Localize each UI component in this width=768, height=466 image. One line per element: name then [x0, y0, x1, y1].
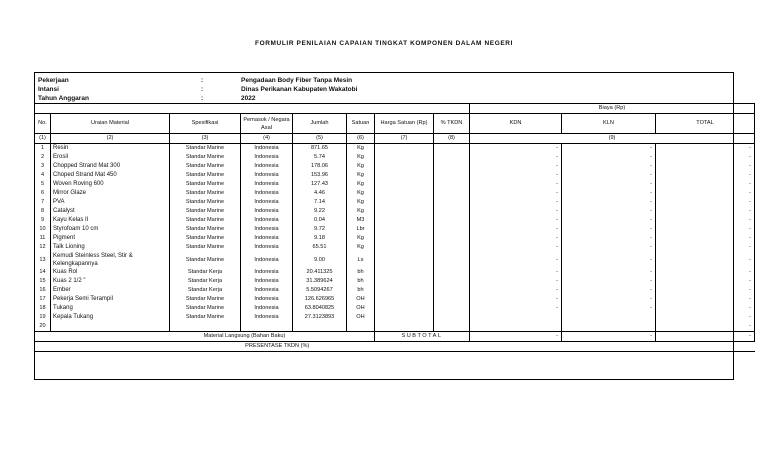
material-name: Tukang — [51, 304, 170, 313]
origin-country: Indonesia — [241, 304, 293, 313]
info-row-tahun — [38, 94, 438, 103]
subtotal-row — [35, 332, 755, 342]
total-cost: - — [656, 216, 755, 225]
specification: Standar Marine — [170, 198, 241, 207]
specification: Standar Marine — [170, 234, 241, 243]
origin-country: Indonesia — [241, 162, 293, 171]
unit: M3 — [347, 216, 375, 225]
unit: Kg — [347, 234, 375, 243]
unit: Kg — [347, 198, 375, 207]
header-no: No. — [35, 114, 51, 134]
kdn-cost: - — [470, 277, 562, 286]
material-name: Pekerja Semi Terampil — [51, 295, 170, 304]
unit-price — [375, 189, 434, 198]
total-cost: - — [656, 304, 755, 313]
origin-country: Indonesia — [241, 234, 293, 243]
info-label: Pekerjaan — [38, 77, 69, 84]
origin-country: Indonesia — [241, 216, 293, 225]
unit-price — [375, 295, 434, 304]
quantity — [293, 322, 347, 332]
info-colon: : — [201, 95, 204, 102]
row-number: 7 — [35, 198, 51, 207]
project-info — [38, 76, 438, 103]
kdn-cost: - — [470, 304, 562, 313]
origin-country: Indonesia — [241, 295, 293, 304]
tkdn-percent — [434, 171, 470, 180]
origin-country: Indonesia — [241, 207, 293, 216]
table-row — [35, 243, 755, 252]
table-row — [35, 295, 755, 304]
kln-cost: - — [562, 144, 656, 154]
origin-country: Indonesia — [241, 198, 293, 207]
unit: bh — [347, 277, 375, 286]
col-number: (6) — [347, 134, 375, 144]
unit-price — [375, 268, 434, 277]
unit: OH — [347, 313, 375, 322]
quantity: 9.00 — [293, 252, 347, 268]
header-satuan: Satuan — [347, 114, 375, 134]
kdn-cost: - — [470, 252, 562, 268]
tkdn-percent — [434, 180, 470, 189]
quantity: 9.72 — [293, 225, 347, 234]
col-number: (8) — [434, 134, 470, 144]
table-row — [35, 234, 755, 243]
total-cost: - — [656, 162, 755, 171]
kdn-cost: - — [470, 216, 562, 225]
origin-country: Indonesia — [241, 180, 293, 189]
quantity: 4.46 — [293, 189, 347, 198]
origin-country: Indonesia — [241, 252, 293, 268]
row-number: 15 — [35, 277, 51, 286]
header-row-2 — [35, 114, 755, 134]
subtotal-label: SUBTOTAL — [375, 332, 470, 342]
kln-cost — [562, 322, 656, 332]
unit: Kg — [347, 207, 375, 216]
kdn-cost: - — [470, 153, 562, 162]
row-number: 13 — [35, 252, 51, 268]
material-name: Resin — [51, 144, 170, 154]
header-pemasok: Pemasok / Negara Asal — [241, 114, 293, 134]
quantity: 31.389624 — [293, 277, 347, 286]
table-row — [35, 322, 755, 332]
total-cost: - — [656, 286, 755, 295]
info-value: Pengadaan Body Fiber Tanpa Mesin — [241, 77, 353, 84]
tkdn-percent — [434, 322, 470, 332]
unit-price — [375, 286, 434, 295]
quantity: 9.22 — [293, 207, 347, 216]
kln-cost: - — [562, 252, 656, 268]
row-number: 16 — [35, 286, 51, 295]
material-name: Woven Roving 600 — [51, 180, 170, 189]
info-value: Dinas Perikanan Kabupaten Wakatobi — [241, 86, 358, 93]
tkdn-percent — [434, 277, 470, 286]
row-number: 6 — [35, 189, 51, 198]
tkdn-percent — [434, 252, 470, 268]
quantity: 5.74 — [293, 153, 347, 162]
subtotal-total: - — [656, 332, 755, 342]
col-number: (5) — [293, 134, 347, 144]
row-number: 12 — [35, 243, 51, 252]
material-name: Chopped Strand Mat 300 — [51, 162, 170, 171]
header-kln: KLN — [562, 114, 656, 134]
quantity: 127.43 — [293, 180, 347, 189]
form-title: FORMULIR PENILAIAN CAPAIAN TINGKAT KOMPONEN DALAM NEGERI — [255, 40, 513, 47]
row-number: 8 — [35, 207, 51, 216]
table-row — [35, 252, 755, 268]
unit-price — [375, 243, 434, 252]
table-row — [35, 153, 755, 162]
table-row — [35, 180, 755, 189]
info-label: Intansi — [38, 86, 59, 93]
origin-country — [241, 322, 293, 332]
origin-country: Indonesia — [241, 268, 293, 277]
total-cost: - — [656, 180, 755, 189]
table-row — [35, 277, 755, 286]
origin-country: Indonesia — [241, 225, 293, 234]
origin-country: Indonesia — [241, 243, 293, 252]
kdn-cost: - — [470, 207, 562, 216]
quantity: 5.5094267 — [293, 286, 347, 295]
kdn-cost: - — [470, 295, 562, 304]
specification: Standar Marine — [170, 171, 241, 180]
unit-price — [375, 180, 434, 189]
specification: Standar Marine — [170, 216, 241, 225]
row-number: 9 — [35, 216, 51, 225]
material-name: Mirror Glaze — [51, 189, 170, 198]
header-uraian: Uraian Material — [51, 114, 170, 134]
kdn-cost: - — [470, 162, 562, 171]
unit-price — [375, 162, 434, 171]
total-cost: - — [656, 313, 755, 322]
header-kdn: KDN — [470, 114, 562, 134]
kln-cost: - — [562, 234, 656, 243]
kdn-cost: - — [470, 268, 562, 277]
unit-price — [375, 225, 434, 234]
info-label: Tahun Anggaran — [38, 95, 89, 102]
material-name: Kayu Kelas II — [51, 216, 170, 225]
kln-cost: - — [562, 153, 656, 162]
header-jumlah: Jumlah — [293, 114, 347, 134]
tkdn-table — [34, 103, 755, 352]
kln-cost: - — [562, 162, 656, 171]
kln-cost: - — [562, 207, 656, 216]
table-row — [35, 313, 755, 322]
tkdn-percent — [434, 234, 470, 243]
material-name: Styrofoam 10 cm — [51, 225, 170, 234]
unit: Kg — [347, 162, 375, 171]
specification: Standar Marine — [170, 153, 241, 162]
unit: Kg — [347, 243, 375, 252]
kln-cost: - — [562, 225, 656, 234]
material-langsung-label: Material Langsung (Bahan Baku) — [35, 332, 375, 342]
material-name: Choped Strand Mat 450 — [51, 171, 170, 180]
material-name: Pigment — [51, 234, 170, 243]
material-rows — [35, 144, 755, 332]
row-number: 5 — [35, 180, 51, 189]
specification: Standar Marine — [170, 252, 241, 268]
row-number: 17 — [35, 295, 51, 304]
origin-country: Indonesia — [241, 144, 293, 154]
kdn-cost: - — [470, 180, 562, 189]
header-spesifikasi: Spesifikasi — [170, 114, 241, 134]
material-name: Erosil — [51, 153, 170, 162]
material-name: Talk Lioning — [51, 243, 170, 252]
kln-cost: - — [562, 189, 656, 198]
header-row-1 — [35, 104, 755, 114]
kln-cost — [562, 313, 656, 322]
quantity: 63.8040825 — [293, 304, 347, 313]
row-number: 11 — [35, 234, 51, 243]
col-number: (2) — [51, 134, 170, 144]
total-cost: - — [656, 322, 755, 332]
origin-country: Indonesia — [241, 277, 293, 286]
origin-country: Indonesia — [241, 189, 293, 198]
unit: Kg — [347, 171, 375, 180]
total-cost: - — [656, 252, 755, 268]
col-number: (1) — [35, 134, 51, 144]
row-number: 1 — [35, 144, 51, 154]
table-row — [35, 198, 755, 207]
kdn-cost — [470, 313, 562, 322]
specification: Standar Marine — [170, 189, 241, 198]
total-cost: - — [656, 189, 755, 198]
info-colon: : — [201, 77, 204, 84]
total-cost: - — [656, 268, 755, 277]
subtotal-kln: - — [562, 332, 656, 342]
unit-price — [375, 198, 434, 207]
specification — [170, 322, 241, 332]
quantity: 65.51 — [293, 243, 347, 252]
specification: Standar Marine — [170, 313, 241, 322]
quantity: 126.626965 — [293, 295, 347, 304]
tkdn-percent — [434, 144, 470, 154]
kdn-cost: - — [470, 171, 562, 180]
specification: Standar Kerja — [170, 277, 241, 286]
table-row — [35, 189, 755, 198]
kln-cost: - — [562, 198, 656, 207]
unit: bh — [347, 286, 375, 295]
unit-price — [375, 144, 434, 154]
specification: Standar Marine — [170, 295, 241, 304]
tkdn-percent — [434, 268, 470, 277]
kdn-cost: - — [470, 225, 562, 234]
presentase-row — [35, 342, 755, 352]
kln-cost: - — [562, 304, 656, 313]
kln-cost: - — [562, 268, 656, 277]
unit-price — [375, 277, 434, 286]
table-row — [35, 268, 755, 277]
total-cost: - — [656, 207, 755, 216]
tkdn-percent — [434, 207, 470, 216]
material-name: Catalyst — [51, 207, 170, 216]
quantity: 178.06 — [293, 162, 347, 171]
table-row — [35, 216, 755, 225]
specification: Standar Marine — [170, 304, 241, 313]
header-total: TOTAL — [656, 114, 755, 134]
quantity: 871.65 — [293, 144, 347, 154]
quantity: 7.14 — [293, 198, 347, 207]
quantity: 27.3123893 — [293, 313, 347, 322]
tkdn-percent — [434, 225, 470, 234]
col-number: (3) — [170, 134, 241, 144]
unit: bh — [347, 268, 375, 277]
kdn-cost: - — [470, 286, 562, 295]
tkdn-percent — [434, 313, 470, 322]
header-harga: Harga Satuan (Rp) — [375, 114, 434, 134]
tkdn-percent — [434, 153, 470, 162]
quantity: 20.411325 — [293, 268, 347, 277]
table-row — [35, 207, 755, 216]
specification: Standar Kerja — [170, 286, 241, 295]
origin-country: Indonesia — [241, 153, 293, 162]
specification: Standar Marine — [170, 207, 241, 216]
quantity: 9.18 — [293, 234, 347, 243]
kdn-cost: - — [470, 189, 562, 198]
tkdn-percent — [434, 198, 470, 207]
unit: Ls — [347, 252, 375, 268]
table-row — [35, 225, 755, 234]
unit-price — [375, 304, 434, 313]
kln-cost: - — [562, 286, 656, 295]
info-value: 2022 — [241, 95, 256, 102]
quantity: 0.04 — [293, 216, 347, 225]
row-number: 4 — [35, 171, 51, 180]
total-cost: - — [656, 234, 755, 243]
info-row-intansi — [38, 85, 438, 94]
kln-cost: - — [562, 171, 656, 180]
unit-price — [375, 234, 434, 243]
tkdn-percent — [434, 216, 470, 225]
column-number-row — [35, 134, 755, 144]
unit: Kg — [347, 180, 375, 189]
table-row — [35, 162, 755, 171]
total-cost: - — [656, 198, 755, 207]
kln-cost: - — [562, 180, 656, 189]
unit: OH — [347, 304, 375, 313]
kdn-cost: - — [470, 198, 562, 207]
tkdn-percent — [434, 162, 470, 171]
unit: Lbr — [347, 225, 375, 234]
total-cost: - — [656, 225, 755, 234]
origin-country: Indonesia — [241, 171, 293, 180]
kln-cost: - — [562, 295, 656, 304]
unit-price — [375, 322, 434, 332]
tkdn-percent — [434, 304, 470, 313]
tkdn-percent — [434, 295, 470, 304]
unit: Kg — [347, 144, 375, 154]
row-number: 14 — [35, 268, 51, 277]
material-name: Kepala Tukang — [51, 313, 170, 322]
unit-price — [375, 216, 434, 225]
specification: Standar Marine — [170, 144, 241, 154]
kln-cost: - — [562, 216, 656, 225]
total-cost: - — [656, 144, 755, 154]
info-row-pekerjaan — [38, 76, 438, 85]
unit: Kg — [347, 153, 375, 162]
table-row — [35, 171, 755, 180]
specification: Standar Marine — [170, 243, 241, 252]
presentase-label: PRESENTASE TKDN (%) — [35, 342, 470, 352]
kdn-cost: - — [470, 234, 562, 243]
tkdn-percent — [434, 243, 470, 252]
specification: Standar Kerja — [170, 268, 241, 277]
table-row — [35, 304, 755, 313]
material-name: PVA — [51, 198, 170, 207]
unit-price — [375, 171, 434, 180]
unit-price — [375, 207, 434, 216]
quantity: 153.96 — [293, 171, 347, 180]
table-row — [35, 286, 755, 295]
unit — [347, 322, 375, 332]
total-cost: - — [656, 171, 755, 180]
col-number: (4) — [241, 134, 293, 144]
row-number: 2 — [35, 153, 51, 162]
header-tkdn: % TKDN — [434, 114, 470, 134]
total-cost: - — [656, 243, 755, 252]
material-name — [51, 322, 170, 332]
row-number: 20 — [35, 322, 51, 332]
material-name: Kemudi Steinless Steel, Stir & Kelengkapannya — [51, 252, 170, 268]
unit: Kg — [347, 189, 375, 198]
table-row — [35, 144, 755, 154]
material-name: Kuas 2 1/2 " — [51, 277, 170, 286]
biaya-header: Biaya (Rp) — [470, 104, 755, 114]
tkdn-percent — [434, 286, 470, 295]
specification: Standar Marine — [170, 180, 241, 189]
kdn-cost — [470, 322, 562, 332]
kdn-cost: - — [470, 144, 562, 154]
specification: Standar Marine — [170, 162, 241, 171]
specification: Standar Marine — [170, 225, 241, 234]
origin-country: Indonesia — [241, 286, 293, 295]
material-name: Kuas Rol — [51, 268, 170, 277]
tkdn-percent — [434, 189, 470, 198]
total-cost: - — [656, 295, 755, 304]
unit-price — [375, 153, 434, 162]
info-colon: : — [201, 86, 204, 93]
total-cost: - — [656, 277, 755, 286]
unit-price — [375, 313, 434, 322]
kln-cost: - — [562, 277, 656, 286]
unit-price — [375, 252, 434, 268]
subtotal-kdn: - — [470, 332, 562, 342]
unit: OH — [347, 295, 375, 304]
total-cost: - — [656, 153, 755, 162]
origin-country: Indonesia — [241, 313, 293, 322]
col-number: (9) — [470, 134, 755, 144]
kdn-cost: - — [470, 243, 562, 252]
row-number: 19 — [35, 313, 51, 322]
row-number: 10 — [35, 225, 51, 234]
col-number: (7) — [375, 134, 434, 144]
row-number: 18 — [35, 304, 51, 313]
row-number: 3 — [35, 162, 51, 171]
kln-cost: - — [562, 243, 656, 252]
material-name: Ember — [51, 286, 170, 295]
